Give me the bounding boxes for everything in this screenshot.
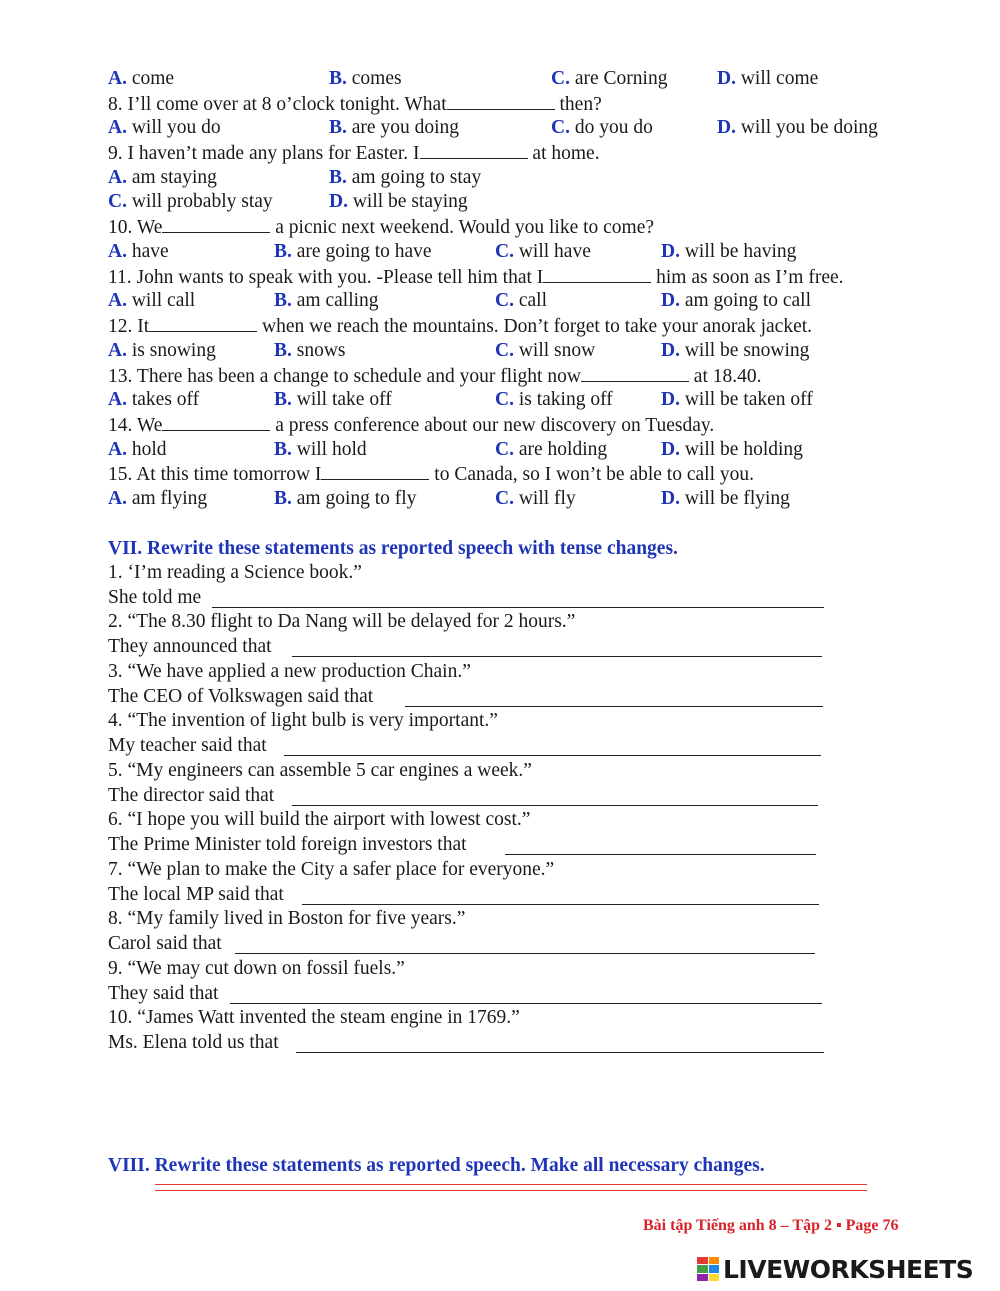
q11-option-a[interactable]: A. will call <box>108 290 196 311</box>
q7-option-a[interactable]: A. come <box>108 68 175 89</box>
q7-option-c[interactable]: C. are Corning <box>551 68 668 89</box>
s7-answer-line-2[interactable] <box>292 656 822 657</box>
s7-answer-line-6[interactable] <box>505 854 816 855</box>
s7-answer-line-10[interactable] <box>296 1052 824 1053</box>
question-15: 15. At this time tomorrow I to Canada, so I won’t be able to call you. <box>108 464 754 485</box>
q14-option-b[interactable]: B. will hold <box>274 439 367 460</box>
question-11: 11. John wants to speak with you. -Please tell him that I him as soon as I’m free. <box>108 267 844 288</box>
s7-quote-7: 7. “We plan to make the City a safer place for everyone.” <box>108 859 555 880</box>
section-8-heading: VIII. Rewrite these statements as reported speech. Make all necessary changes. <box>108 1155 765 1176</box>
s7-stem-10: Ms. Elena told us that <box>108 1032 279 1053</box>
q9-option-b[interactable]: B. am going to stay <box>329 167 482 188</box>
s7-answer-line-7[interactable] <box>302 904 819 905</box>
section-7-heading: VII. Rewrite these statements as reported speech with tense changes. <box>108 538 678 559</box>
page-footer: Bài tập Tiếng anh 8 – Tập 2 ▪ Page 76 <box>643 1217 899 1234</box>
q14-option-d[interactable]: D. will be holding <box>661 439 803 460</box>
q14-option-a[interactable]: A. hold <box>108 439 167 460</box>
q13-option-a[interactable]: A. takes off <box>108 389 200 410</box>
question-13: 13. There has been a change to schedule and your flight now at 18.40. <box>108 366 762 387</box>
q9-option-a[interactable]: A. am staying <box>108 167 217 188</box>
q8-option-b[interactable]: B. are you doing <box>329 117 459 138</box>
q10-option-b[interactable]: B. are going to have <box>274 241 432 262</box>
q10-option-a[interactable]: A. have <box>108 241 169 262</box>
liveworksheets-logo-icon <box>697 1257 719 1281</box>
question-14: 14. We a press conference about our new discovery on Tuesday. <box>108 415 715 436</box>
s7-answer-line-5[interactable] <box>292 805 818 806</box>
q8-option-c[interactable]: C. do you do <box>551 117 653 138</box>
s7-quote-4: 4. “The invention of light bulb is very important.” <box>108 710 498 731</box>
q12-option-d[interactable]: D. will be snowing <box>661 340 810 361</box>
q15-option-c[interactable]: C. will fly <box>495 488 576 509</box>
q11-option-d[interactable]: D. am going to call <box>661 290 812 311</box>
q10-option-c[interactable]: C. will have <box>495 241 591 262</box>
s7-quote-3: 3. “We have applied a new production Chain.” <box>108 661 471 682</box>
q11-blank[interactable] <box>543 265 651 283</box>
q9-option-d[interactable]: D. will be staying <box>329 191 468 212</box>
liveworksheets-logo <box>697 1254 973 1284</box>
q12-option-b[interactable]: B. snows <box>274 340 346 361</box>
s7-quote-2: 2. “The 8.30 flight to Da Nang will be delayed for 2 hours.” <box>108 611 576 632</box>
q9-blank[interactable] <box>420 141 528 159</box>
q11-option-c[interactable]: C. call <box>495 290 547 311</box>
s7-stem-3: The CEO of Volkswagen said that <box>108 686 374 707</box>
s7-quote-1: 1. ‘I’m reading a Science book.” <box>108 562 362 583</box>
s7-answer-line-9[interactable] <box>230 1003 822 1004</box>
q7-option-d[interactable]: D. will come <box>717 68 819 89</box>
q9-option-c[interactable]: C. will probably stay <box>108 191 273 212</box>
q13-option-b[interactable]: B. will take off <box>274 389 392 410</box>
question-10: 10. We a picnic next weekend. Would you like to come? <box>108 217 655 238</box>
s7-stem-6: The Prime Minister told foreign investors that <box>108 834 467 855</box>
s7-stem-8: Carol said that <box>108 933 222 954</box>
s7-quote-10: 10. “James Watt invented the steam engine in 1769.” <box>108 1007 520 1028</box>
question-9: 9. I haven’t made any plans for Easter. I at home. <box>108 143 600 164</box>
question-12: 12. It when we reach the mountains. Don’t forget to take your anorak jacket. <box>108 316 813 337</box>
q12-blank[interactable] <box>149 314 257 332</box>
q13-option-c[interactable]: C. is taking off <box>495 389 613 410</box>
q8-option-d[interactable]: D. will you be doing <box>717 117 878 138</box>
s7-answer-line-1[interactable] <box>212 607 824 608</box>
q8-option-a[interactable]: A. will you do <box>108 117 221 138</box>
q10-option-d[interactable]: D. will be having <box>661 241 797 262</box>
s7-stem-9: They said that <box>108 983 219 1004</box>
s7-quote-8: 8. “My family lived in Boston for five years.” <box>108 908 466 929</box>
q12-option-a[interactable]: A. is snowing <box>108 340 216 361</box>
q12-option-c[interactable]: C. will snow <box>495 340 596 361</box>
s7-stem-2: They announced that <box>108 636 272 657</box>
q10-blank[interactable] <box>162 215 270 233</box>
q15-option-b[interactable]: B. am going to fly <box>274 488 417 509</box>
s7-quote-9: 9. “We may cut down on fossil fuels.” <box>108 958 405 979</box>
s7-answer-line-8[interactable] <box>235 953 815 954</box>
s7-stem-1: She told me <box>108 587 202 608</box>
s7-answer-line-3[interactable] <box>405 706 823 707</box>
q15-option-a[interactable]: A. am flying <box>108 488 208 509</box>
q11-option-b[interactable]: B. am calling <box>274 290 379 311</box>
q8-blank[interactable] <box>447 92 555 110</box>
q13-blank[interactable] <box>581 364 689 382</box>
q15-option-d[interactable]: D. will be flying <box>661 488 790 509</box>
s7-quote-5: 5. “My engineers can assemble 5 car engines a week.” <box>108 760 532 781</box>
s7-stem-4: My teacher said that <box>108 735 267 756</box>
question-8: 8. I’ll come over at 8 o’clock tonight. What then? <box>108 94 602 115</box>
q15-blank[interactable] <box>321 462 429 480</box>
q14-option-c[interactable]: C. are holding <box>495 439 608 460</box>
s7-stem-7: The local MP said that <box>108 884 284 905</box>
s7-stem-5: The director said that <box>108 785 275 806</box>
q7-option-b[interactable]: B. comes <box>329 68 402 89</box>
s7-quote-6: 6. “I hope you will build the airport with lowest cost.” <box>108 809 531 830</box>
q14-blank[interactable] <box>162 413 270 431</box>
q13-option-d[interactable]: D. will be taken off <box>661 389 813 410</box>
red-divider <box>155 1184 867 1191</box>
s7-answer-line-4[interactable] <box>284 755 821 756</box>
logo-text: LIVEWORKSHEETS <box>723 1254 974 1284</box>
